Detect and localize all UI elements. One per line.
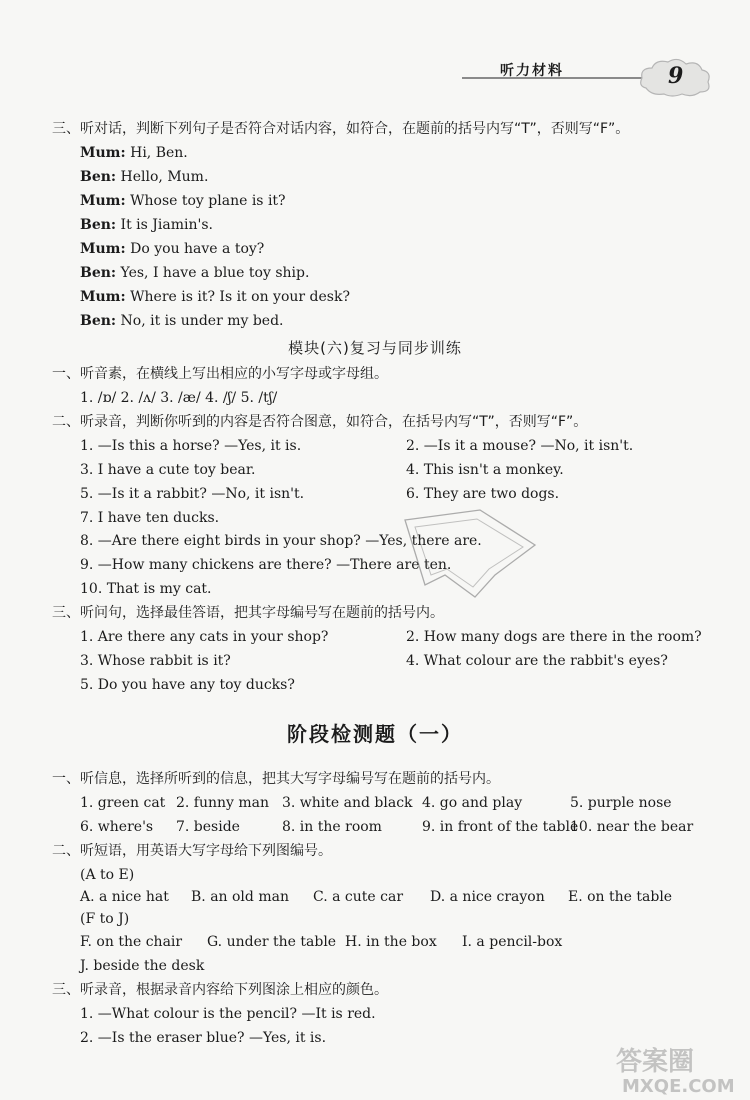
list-item: F. on the chair	[80, 934, 183, 950]
list-item: 2. —Is it a mouse? —No, it isn't.	[406, 438, 634, 454]
list-item: 6. They are two dogs.	[406, 486, 560, 502]
dialog-instruction: 三、听对话，判断下列句子是否符合对话内容，如符合，在题前的括号内写“T”，否则写“F”。	[52, 121, 630, 137]
watermark-text: 答案圈	[616, 1047, 695, 1077]
dialog-text: No, it is under my bed.	[120, 313, 284, 329]
watermark-url: MXQE.COM	[622, 1076, 735, 1095]
header-section-label: 听力材料	[500, 63, 564, 79]
page-number: 9	[668, 63, 684, 89]
list-item: 9. in front of the table	[422, 819, 579, 835]
dialog-text: It is Jiamin's.	[120, 217, 213, 233]
dialog-line: Mum: Hi, Ben.	[80, 145, 188, 161]
list-item: 5. purple nose	[570, 795, 672, 811]
list-item: C. a cute car	[313, 889, 404, 905]
dialog-text: Hi, Ben.	[130, 145, 188, 161]
dialog-text: Where is it? Is it on your desk?	[130, 289, 350, 305]
list-item: 8. in the room	[282, 819, 382, 835]
section-instruction: 二、听短语，用英语大写字母给下列图编号。	[52, 843, 332, 859]
list-item: 9. —How many chickens are there? —There are ten.	[80, 557, 452, 573]
dialog-line: Ben: No, it is under my bed.	[80, 313, 284, 329]
speaker: Mum	[80, 289, 121, 305]
dialog-line: Ben: Hello, Mum.	[80, 169, 209, 185]
list-item: 10. That is my cat.	[80, 581, 212, 597]
dialog-text: Whose toy plane is it?	[130, 193, 286, 209]
speaker: Mum	[80, 145, 121, 161]
watermark-logo	[612, 1040, 742, 1095]
dialog-text: Yes, I have a blue toy ship.	[120, 265, 310, 281]
section-instruction: 二、听录音，判断你听到的内容是否符合图意，如符合，在括号内写“T”，否则写“F”。	[52, 414, 588, 430]
list-item: 2. —Is the eraser blue? —Yes, it is.	[80, 1030, 327, 1046]
list-item: 8. —Are there eight birds in your shop? —Yes, there are.	[80, 533, 482, 549]
dialog-text: Hello, Mum.	[120, 169, 209, 185]
module-title: 模块(六)复习与同步训练	[288, 339, 462, 357]
list-item: 1. green cat	[80, 795, 166, 811]
group-label: (A to E)	[80, 867, 135, 883]
list-item: 2. funny man	[176, 795, 270, 811]
section-instruction: 一、听音素，在横线上写出相应的小写字母或字母组。	[52, 366, 388, 382]
list-item: 6. where's	[80, 819, 154, 835]
test-title: 阶段检测题（一）	[287, 722, 463, 746]
group-label: (F to J)	[80, 911, 130, 927]
list-item: D. a nice crayon	[430, 889, 545, 905]
speaker: Ben	[80, 217, 111, 233]
list-item: 1. —What colour is the pencil? —It is red.	[80, 1006, 376, 1022]
section-instruction: 一、听信息，选择所听到的信息，把其大写字母编号写在题前的括号内。	[52, 771, 500, 787]
list-item: 7. I have ten ducks.	[80, 510, 220, 526]
dialog-line: Mum: Do you have a toy?	[80, 241, 265, 257]
dialog-line: Mum: Whose toy plane is it?	[80, 193, 286, 209]
list-item: I. a pencil-box	[462, 934, 563, 950]
speaker: Ben	[80, 169, 111, 185]
list-item: 4. go and play	[422, 795, 523, 811]
stamp-mark	[385, 505, 545, 600]
dialog-text: Do you have a toy?	[130, 241, 265, 257]
list-item: 3. white and black	[282, 795, 413, 811]
speaker: Mum	[80, 193, 121, 209]
list-item: E. on the table	[568, 889, 673, 905]
list-item: 4. What colour are the rabbit's eyes?	[406, 653, 668, 669]
list-item: 3. I have a cute toy bear.	[80, 462, 256, 478]
list-item: 7. beside	[176, 819, 240, 835]
list-item: 2. How many dogs are there in the room?	[406, 629, 702, 645]
list-item: 1. Are there any cats in your shop?	[80, 629, 329, 645]
phoneme-items: 1. /ɒ/ 2. /ʌ/ 3. /æ/ 4. /ʃ/ 5. /tʃ/	[80, 390, 278, 406]
list-item: H. in the box	[345, 934, 437, 950]
list-item: 5. Do you have any toy ducks?	[80, 677, 295, 693]
section-instruction: 三、听问句，选择最佳答语，把其字母编号写在题前的括号内。	[52, 605, 444, 621]
section-instruction: 三、听录音，根据录音内容给下列图涂上相应的颜色。	[52, 982, 388, 998]
dialog-line: Ben: It is Jiamin's.	[80, 217, 213, 233]
list-item: 1. —Is this a horse? —Yes, it is.	[80, 438, 302, 454]
speaker: Ben	[80, 313, 111, 329]
list-item: 4. This isn't a monkey.	[406, 462, 564, 478]
list-item: B. an old man	[191, 889, 289, 905]
list-item: G. under the table	[207, 934, 337, 950]
speaker: Mum	[80, 241, 121, 257]
speaker: Ben	[80, 265, 111, 281]
list-item: J. beside the desk	[80, 958, 205, 974]
list-item: 5. —Is it a rabbit? —No, it isn't.	[80, 486, 305, 502]
list-item: 3. Whose rabbit is it?	[80, 653, 231, 669]
dialog-line: Ben: Yes, I have a blue toy ship.	[80, 265, 310, 281]
list-item: 10. near the bear	[570, 819, 694, 835]
dialog-line: Mum: Where is it? Is it on your desk?	[80, 289, 350, 305]
list-item: A. a nice hat	[80, 889, 169, 905]
